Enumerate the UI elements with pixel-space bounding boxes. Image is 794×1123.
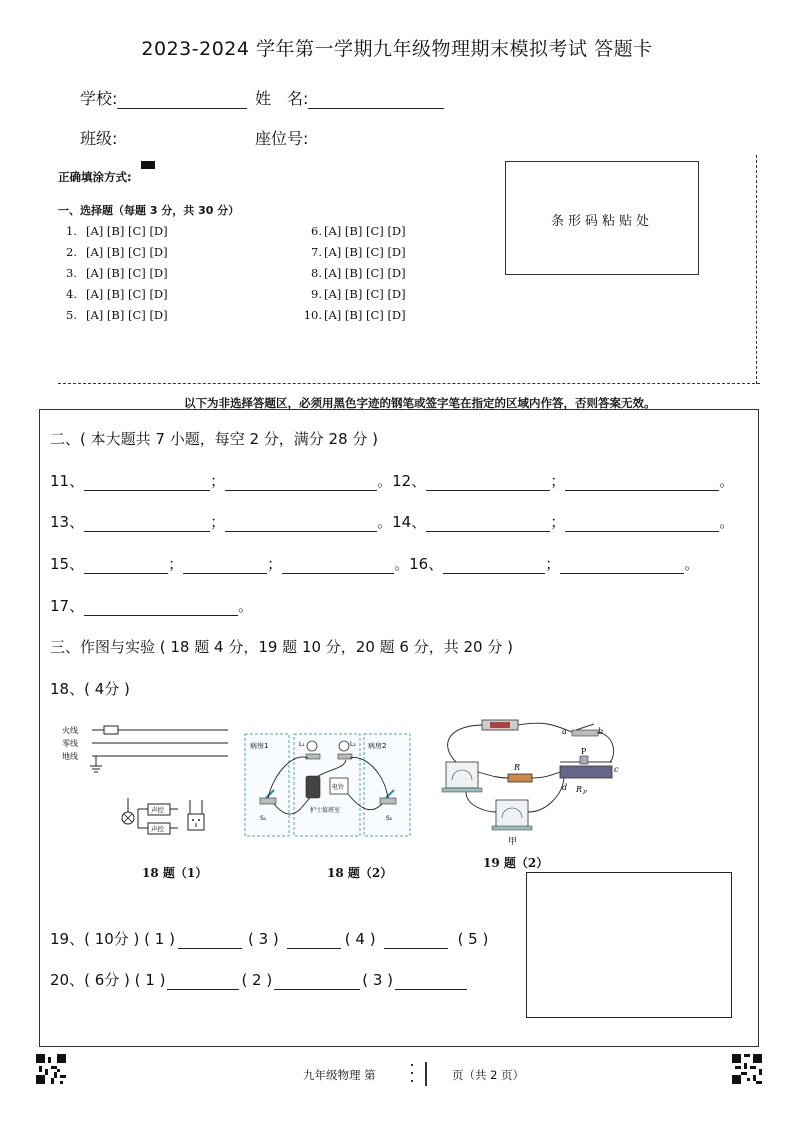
svg-text:R: R xyxy=(576,785,583,794)
answer-blank[interactable] xyxy=(84,474,210,491)
class-label: 班级: xyxy=(80,129,118,148)
school-input-line[interactable] xyxy=(117,90,247,109)
answer-blank[interactable] xyxy=(565,515,719,532)
answer-blank[interactable] xyxy=(565,474,719,491)
row-q13-q14: 13、 ； 。14、 ； 。 xyxy=(50,513,735,531)
seat-label: 座位号: xyxy=(255,129,309,148)
answer-blank[interactable] xyxy=(167,973,239,990)
battery xyxy=(306,776,320,798)
svg-text:d: d xyxy=(562,783,568,792)
nurse-station-area xyxy=(294,734,360,836)
answer-blank[interactable] xyxy=(225,515,377,532)
svg-text:L₁: L₁ xyxy=(299,741,305,748)
rheostat xyxy=(560,766,612,778)
mc-question[interactable]: 4. [A] [B] [C] [D] xyxy=(66,287,168,301)
answer-blank[interactable] xyxy=(287,932,341,949)
wire-label-ground: 地线 xyxy=(62,752,78,761)
svg-text:病房2: 病房2 xyxy=(368,742,387,750)
svg-text:甲: 甲 xyxy=(508,837,518,847)
answer-blank[interactable] xyxy=(426,474,550,491)
answer-blank[interactable] xyxy=(282,557,394,574)
svg-text:声控: 声控 xyxy=(151,825,164,833)
mc-question[interactable]: 5. [A] [B] [C] [D] xyxy=(66,308,168,322)
svg-text:S₂: S₂ xyxy=(386,815,393,822)
row-q17: 17、 。 xyxy=(50,597,254,615)
qr-code-left xyxy=(36,1054,66,1084)
answer-blank[interactable] xyxy=(443,557,545,574)
section1-title: 一、选择题（每题 3 分，共 30 分） xyxy=(58,204,240,217)
svg-text:护士值班室: 护士值班室 xyxy=(310,807,341,814)
svg-text:病房1: 病房1 xyxy=(250,742,269,750)
answer-blank[interactable] xyxy=(560,557,684,574)
fig-18-1-caption: 18 题（1） xyxy=(142,866,208,880)
fill-method-label: 正确填涂方式: xyxy=(58,170,132,184)
footer-right-text: 页（共 2 页） xyxy=(452,1068,525,1082)
mc-question[interactable]: 9. [A] [B] [C] [D] xyxy=(311,287,406,301)
fig-19-2-caption: 19 题（2） xyxy=(483,856,549,870)
fig-18-1-wiring-diagram xyxy=(58,720,238,845)
dashed-right-border xyxy=(756,155,757,384)
fig-18-2-ward-circuit xyxy=(244,732,412,838)
voltmeter xyxy=(446,762,478,788)
answer-blank[interactable] xyxy=(183,557,267,574)
answer-blank[interactable] xyxy=(84,599,238,616)
school-label: 学校: xyxy=(80,89,118,108)
school-field[interactable] xyxy=(80,86,247,109)
switch xyxy=(572,730,598,736)
answer-blank[interactable] xyxy=(395,973,467,990)
mc-question[interactable]: 3. [A] [B] [C] [D] xyxy=(66,266,168,280)
mc-column-left xyxy=(66,221,168,326)
mc-question[interactable]: 2. [A] [B] [C] [D] xyxy=(66,245,168,259)
footer-left-text: 九年级物理 第 xyxy=(303,1068,376,1082)
answer-blank[interactable] xyxy=(178,932,242,949)
fig-18-2-caption: 18 题（2） xyxy=(327,866,393,880)
footer-dot xyxy=(411,1080,413,1082)
footer-page-divider xyxy=(425,1062,427,1086)
answer-blank[interactable] xyxy=(426,515,550,532)
svg-text:P: P xyxy=(583,790,587,796)
svg-text:声控: 声控 xyxy=(151,806,164,814)
resistor-r xyxy=(508,774,532,782)
wire-label-zero: 零线 xyxy=(62,739,78,748)
section3-title: 三、作图与实验 ( 18 题 4 分，19 题 10 分，20 题 6 分，共 20 分 ) xyxy=(50,638,513,656)
answer-blank[interactable] xyxy=(384,932,448,949)
wire-label-fire: 火线 xyxy=(62,726,78,735)
row-q11-q12: 11、 ； 。12、 ； 。 xyxy=(50,472,735,490)
answer-blank[interactable] xyxy=(84,515,210,532)
answer-area-notice: 以下为非选择答题区，必须用黑色字迹的钢笔或签字笔在指定的区域内作答，否则答案无效。 xyxy=(184,396,656,410)
mc-question[interactable]: 10. [A] [B] [C] [D] xyxy=(303,308,406,322)
answer-blank[interactable] xyxy=(274,973,360,990)
mc-question[interactable]: 1. [A] [B] [C] [D] xyxy=(66,224,168,238)
name-label: 姓 名: xyxy=(255,89,309,108)
answer-blank[interactable] xyxy=(225,474,377,491)
fuse xyxy=(104,726,118,734)
svg-text:S₁: S₁ xyxy=(260,815,267,822)
svg-text:R: R xyxy=(514,763,521,772)
lamp-l2 xyxy=(339,741,349,751)
fill-sample-mark xyxy=(141,161,155,169)
footer-dot xyxy=(411,1072,413,1074)
switch-s1 xyxy=(260,798,276,804)
switch-s2 xyxy=(380,798,396,804)
svg-text:a: a xyxy=(562,727,567,736)
lamp-l1 xyxy=(307,741,317,751)
row-q19: 19、( 10分 ) ( 1 ) ( 3 ) ( 4 ) ( 5 ) xyxy=(50,930,489,948)
name-input-line[interactable] xyxy=(308,90,444,109)
mc-question[interactable]: 8. [A] [B] [C] [D] xyxy=(311,266,406,280)
q19-drawing-box[interactable] xyxy=(526,872,732,1018)
fig-19-2-experiment-circuit xyxy=(436,716,626,850)
svg-text:b: b xyxy=(598,727,604,736)
rheostat-slider xyxy=(580,756,588,764)
footer-dot xyxy=(411,1064,413,1066)
mc-question[interactable]: 7. [A] [B] [C] [D] xyxy=(311,245,406,259)
svg-text:电铃: 电铃 xyxy=(332,784,345,791)
answer-blank[interactable] xyxy=(84,557,168,574)
qr-code-right xyxy=(732,1054,762,1084)
page-title: 2023-2024 学年第一学期九年级物理期末模拟考试 答题卡 xyxy=(141,38,653,60)
mc-column-right xyxy=(298,221,406,326)
mc-question[interactable]: 6. [A] [B] [C] [D] xyxy=(311,224,406,238)
name-field[interactable] xyxy=(255,86,444,109)
dashed-separator xyxy=(58,383,760,384)
row-q20: 20、( 6分 ) ( 1 ) ( 2 ) ( 3 ) xyxy=(50,969,467,990)
section2-title: 二、( 本大题共 7 小题，每空 2 分，满分 28 分 ) xyxy=(50,430,379,448)
q18-label: 18、( 4分 ) xyxy=(50,680,130,698)
svg-text:P: P xyxy=(581,747,587,756)
barcode-label: 条形码粘贴处 xyxy=(550,214,653,229)
svg-text:c: c xyxy=(614,765,619,774)
power-socket xyxy=(188,814,204,830)
svg-text:L₂: L₂ xyxy=(350,741,356,748)
row-q15-q16: 15、 ； ； 。16、 ； 。 xyxy=(50,555,700,573)
ammeter xyxy=(496,800,528,828)
